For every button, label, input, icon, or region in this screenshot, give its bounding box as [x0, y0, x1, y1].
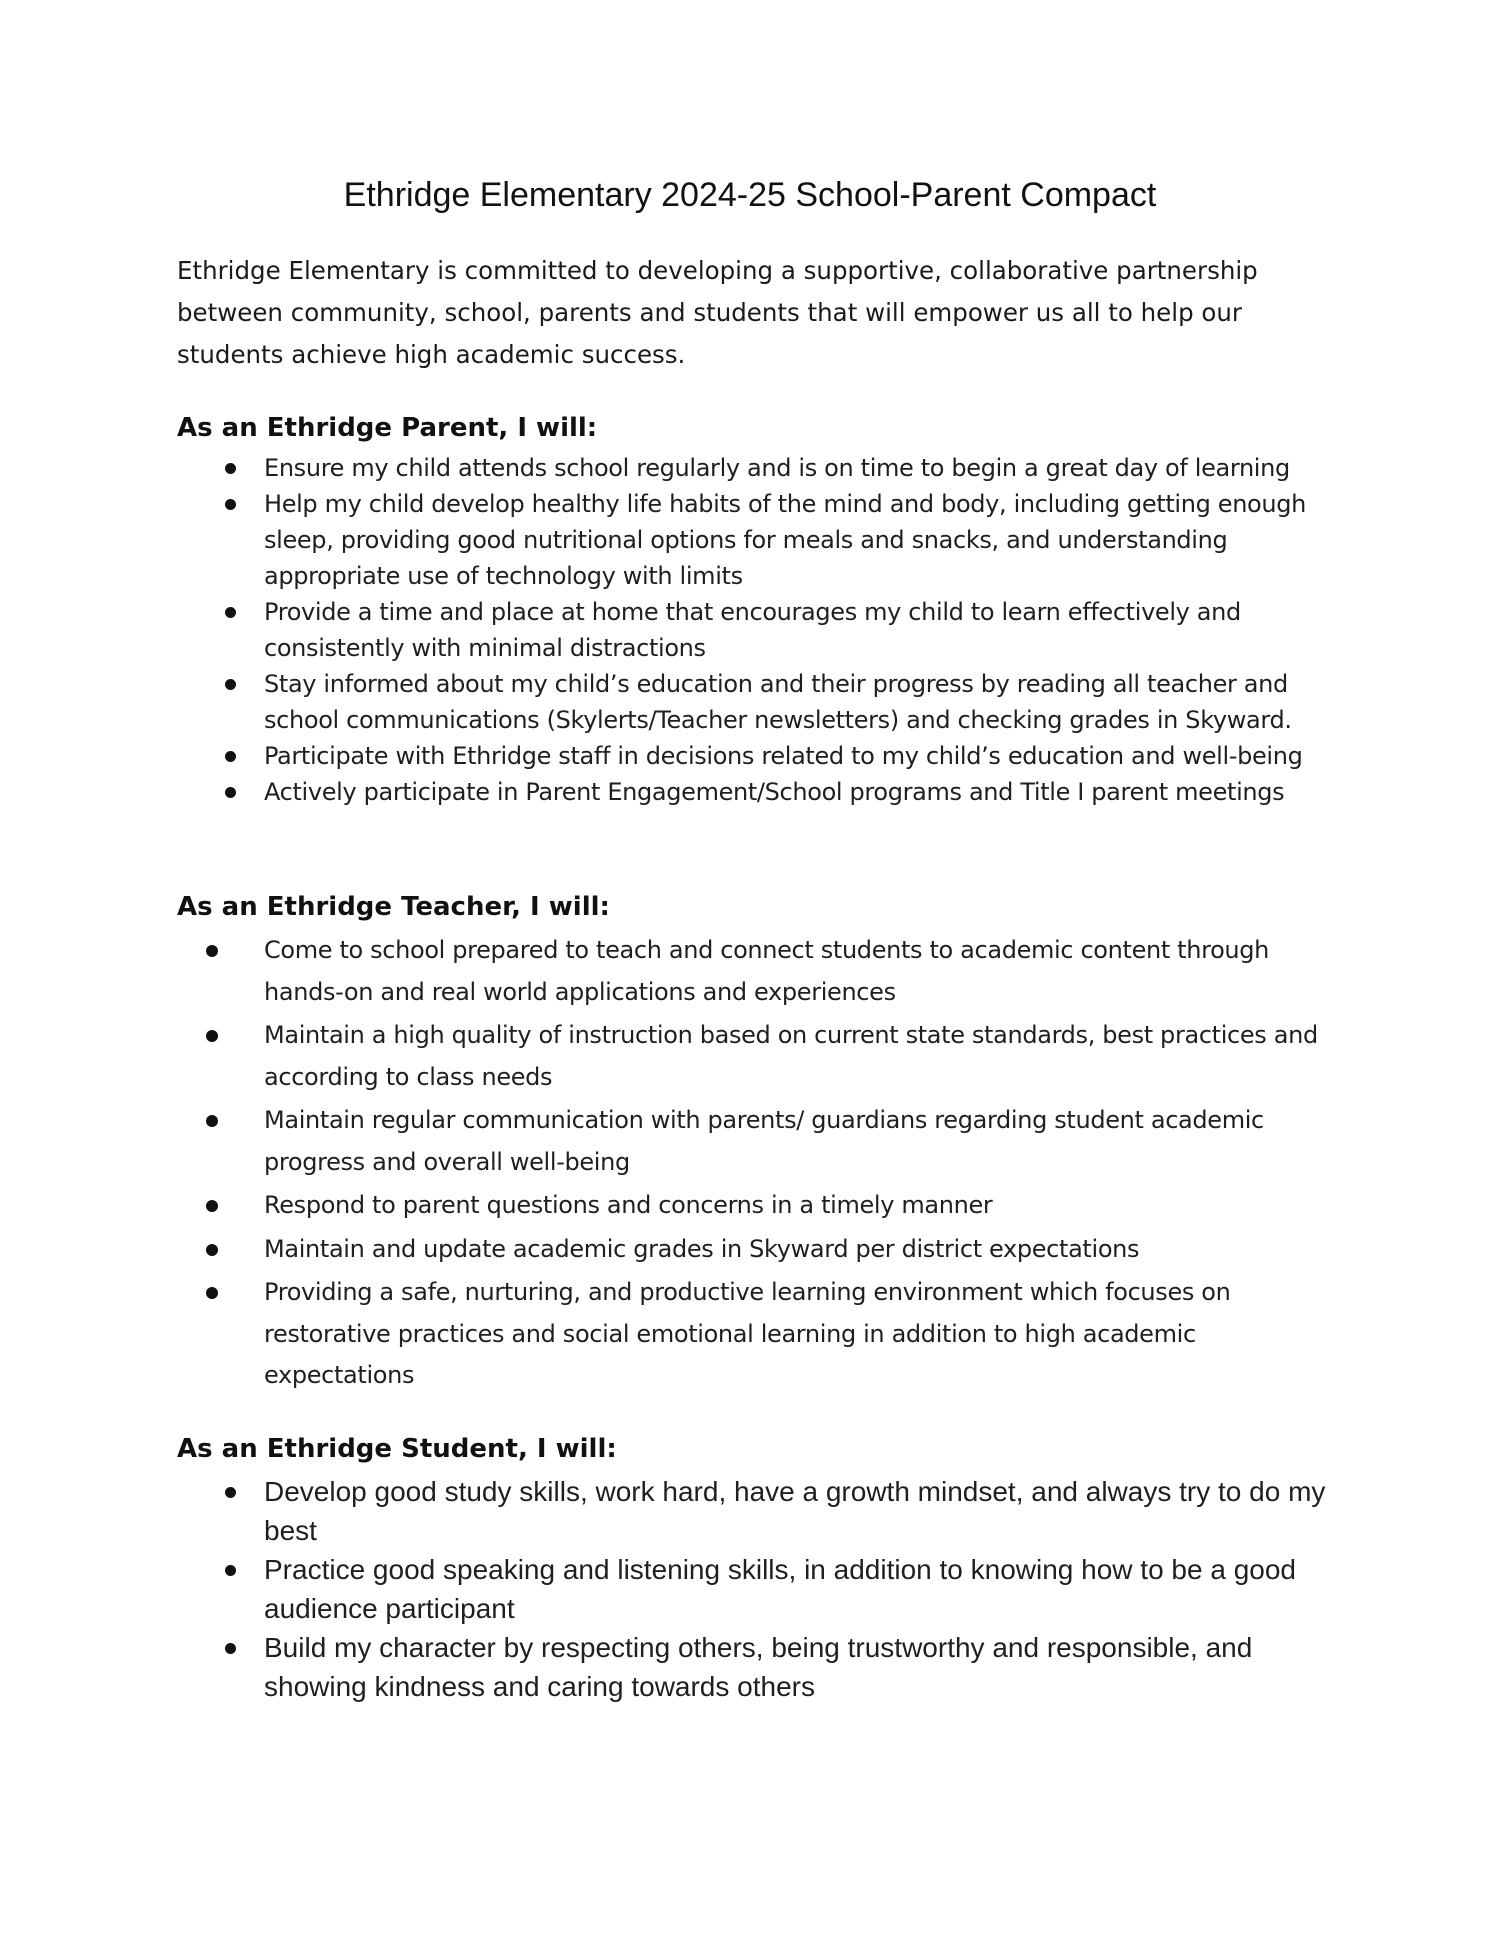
bullet-icon	[225, 1487, 236, 1498]
list-item-text: Respond to parent questions and concerns in a timely manner	[264, 1191, 993, 1219]
list-item	[0, 1100, 1339, 1183]
teacher-section-heading: As an Ethridge Teacher, I will:	[177, 892, 610, 922]
bullet-icon	[206, 1200, 218, 1212]
list-item-text: Develop good study skills, work hard, have a growth mindset, and always try to do my best	[264, 1476, 1326, 1546]
bullet-icon	[206, 945, 218, 957]
list-item-text: Ensure my child attends school regularly and is on time to begin a great day of learning	[264, 454, 1290, 482]
bullet-icon	[225, 679, 236, 690]
list-item	[0, 666, 1344, 738]
list-item-text: Participate with Ethridge staff in decisions related to my child’s education and well-being	[264, 742, 1303, 770]
list-item-text: Come to school prepared to teach and connect students to academic content through hands-on and real world applications and experiences	[264, 936, 1270, 1006]
bullet-icon	[225, 787, 236, 798]
bullet-icon	[206, 1030, 218, 1042]
list-item	[0, 1229, 1339, 1271]
list-item	[0, 1272, 1339, 1397]
list-item-text: Maintain and update academic grades in Skyward per district expectations	[264, 1234, 1140, 1263]
bullet-icon	[225, 607, 236, 618]
list-item-text: Practice good speaking and listening skills, in addition to knowing how to be a good audience participant	[264, 1554, 1296, 1624]
parent-section-heading: As an Ethridge Parent, I will:	[177, 413, 598, 443]
parent-commitments-list	[0, 450, 1344, 810]
bullet-icon	[225, 751, 236, 762]
document-title: Ethridge Elementary 2024-25 School-Parent Compact	[343, 176, 1157, 214]
list-item	[0, 738, 1344, 774]
list-item-text: Help my child develop healthy life habits of the mind and body, including getting enough sleep, providing good nutritional options for meals and snacks, and understanding appropriate use of technology with limits	[264, 490, 1306, 590]
list-item	[0, 1472, 1334, 1550]
bullet-icon	[225, 1565, 236, 1576]
bullet-icon	[225, 499, 236, 510]
intro-paragraph: Ethridge Elementary is committed to developing a supportive, collaborative partnership between community, school, parents and students that will empower us all to help our students achieve high academic success.	[177, 256, 1258, 369]
list-item	[0, 774, 1344, 810]
bullet-icon	[206, 1115, 218, 1127]
bullet-icon	[225, 1643, 236, 1654]
list-item	[0, 450, 1344, 486]
student-commitments-list	[0, 1472, 1334, 1706]
list-item	[0, 930, 1339, 1013]
student-section-heading: As an Ethridge Student, I will:	[177, 1434, 617, 1464]
bullet-icon	[225, 463, 236, 474]
list-item	[0, 1185, 1339, 1227]
list-item-text: Providing a safe, nurturing, and productive learning environment which focuses on restorative practices and social emotional learning in addition to high academic expectations	[264, 1278, 1231, 1389]
list-item	[0, 1628, 1334, 1706]
bullet-icon	[206, 1287, 218, 1299]
list-item	[0, 486, 1344, 594]
list-item-text: Stay informed about my child’s education and their progress by reading all teacher and school communications (Skylerts/Teacher newsletters) and checking grades in Skyward.	[264, 670, 1292, 734]
list-item-text: Maintain a high quality of instruction based on current state standards, best practices and according to class needs	[264, 1021, 1318, 1091]
list-item-text: Maintain regular communication with parents/ guardians regarding student academic progress and overall well-being	[264, 1106, 1264, 1176]
list-item	[0, 1015, 1339, 1098]
list-item-text: Build my character by respecting others, being trustworthy and responsible, and showing kindness and caring towards others	[264, 1632, 1253, 1702]
list-item	[0, 594, 1344, 666]
list-item-text: Provide a time and place at home that encourages my child to learn effectively and consistently with minimal distractions	[264, 598, 1241, 662]
teacher-commitments-list	[0, 930, 1339, 1399]
bullet-icon	[206, 1244, 218, 1256]
list-item-text: Actively participate in Parent Engagement/School programs and Title I parent meetings	[264, 778, 1285, 806]
list-item	[0, 1550, 1334, 1628]
